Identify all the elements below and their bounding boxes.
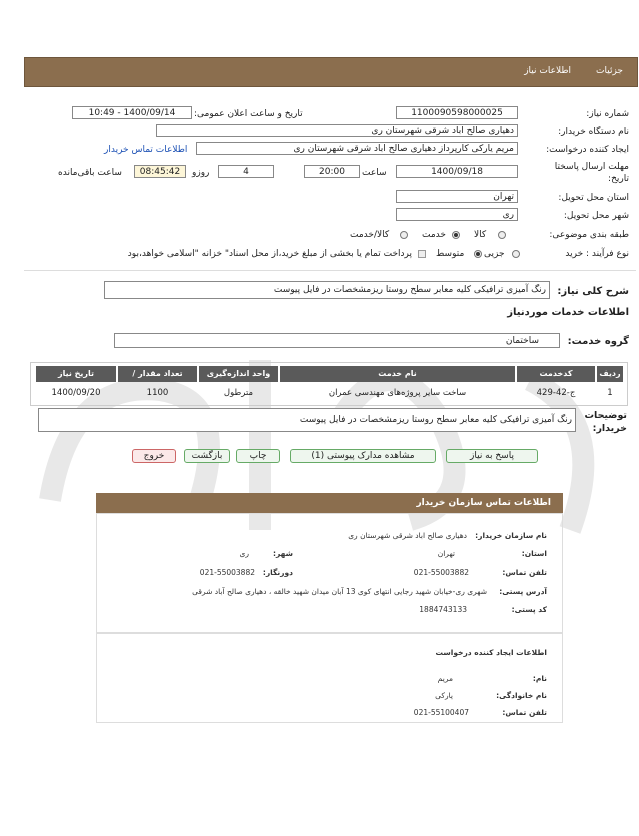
- radio-goods-label: کالا: [474, 230, 487, 240]
- back-button[interactable]: بازگشت: [184, 449, 230, 463]
- payment-checkbox[interactable]: [418, 250, 426, 258]
- notes-label-2: خریدار:: [592, 423, 627, 434]
- days-label: روزو: [192, 168, 210, 178]
- radio-goods[interactable]: [498, 231, 506, 239]
- city-field: ری: [396, 208, 518, 221]
- province-value-2: تهران: [437, 549, 455, 558]
- postal-label: کد پستی:: [511, 605, 547, 614]
- radio-minor-label: جزیی: [484, 249, 505, 259]
- radio-goods-service-label: کالا/خدمت: [350, 230, 390, 240]
- fax-label: دورنگار:: [262, 568, 293, 577]
- deadline-label-2: تاریخ:: [608, 174, 629, 184]
- phone-label: تلفن تماس:: [502, 568, 547, 577]
- radio-medium[interactable]: [474, 250, 482, 258]
- buyer-contact-link[interactable]: اطلاعات تماس خریدار: [104, 145, 188, 155]
- divider: [24, 270, 636, 271]
- radio-service-label: خدمت: [422, 230, 446, 240]
- postal-value: 1884743133: [419, 605, 467, 614]
- services-info-heading: اطلاعات خدمات موردنیاز: [507, 307, 629, 318]
- name-value: مریم: [437, 674, 453, 683]
- contact-section-header: [96, 493, 563, 513]
- radio-medium-label: متوسط: [436, 249, 465, 259]
- deadline-label: مهلت ارسال پاسختا: [554, 162, 629, 172]
- category-label: طبقه بندی موضوعی:: [549, 230, 629, 240]
- name-label: نام:: [532, 674, 547, 683]
- creator-field: مریم یارکی کارپرداز دهیاری صالح اباد شرقی شهرستان ری: [196, 142, 518, 155]
- td-need-date: 1400/09/20: [51, 388, 101, 398]
- deadline-date-field: 1400/09/18: [396, 165, 518, 178]
- radio-goods-service[interactable]: [400, 231, 408, 239]
- deadline-time-label: ساعت: [362, 168, 387, 178]
- td-service-code: ج-42-429: [536, 388, 576, 398]
- top-header-bar: [24, 57, 638, 87]
- nav-details[interactable]: جزئیات: [596, 66, 623, 76]
- th-unit: واحد اندازه‌گیری: [199, 366, 278, 382]
- reply-button[interactable]: پاسخ به نیاز: [446, 449, 538, 463]
- creator-label: ایجاد کننده درخواست:: [546, 145, 629, 155]
- org-value: دهیاری صالح اباد شرقی شهرستان ری: [348, 531, 467, 540]
- buyer-field: دهیاری صالح اباد شرقی شهرستان ری: [156, 124, 518, 137]
- city-label-2: شهر:: [273, 549, 293, 558]
- td-service-name: ساخت سایر پروژه‌های مهندسی عمران: [328, 388, 467, 398]
- announce-field: 1400/09/14 - 10:49: [72, 106, 192, 119]
- address-value: شهری ری-خیابان شهید رجایی انتهای کوی 13 آبان میدان شهید خالقه ، دهیاری صالح آباد شرقی: [192, 587, 487, 596]
- th-service-name: نام خدمت: [280, 366, 515, 382]
- nav-need-info[interactable]: اطلاعات نیاز: [524, 66, 571, 76]
- summary-field: رنگ آمیزی ترافیکی کلیه معابر سطح روستا ریزمشخصات در فایل پیوست: [104, 281, 550, 299]
- group-field: ساختمان: [114, 333, 560, 348]
- th-quantity: تعداد مقدار /: [118, 366, 197, 382]
- city-value-2: ری: [239, 549, 249, 558]
- summary-label: شرح کلی نیاز:: [557, 286, 629, 297]
- th-row: ردیف: [597, 366, 623, 382]
- notes-label: توضیحات: [584, 410, 627, 421]
- radio-minor[interactable]: [512, 250, 520, 258]
- td-unit: مترطول: [223, 388, 254, 398]
- payment-text: پرداخت تمام یا بخشی از مبلغ خرید،از محل اسناد" خزانه "اسلامی خواهد،بود: [127, 249, 412, 259]
- announce-label: تاریخ و ساعت اعلان عمومی:: [194, 109, 303, 119]
- province-label: استان محل تحویل:: [558, 193, 629, 203]
- days-field: 4: [218, 165, 274, 178]
- phone-value: 021-55003882: [413, 568, 469, 577]
- contact-title: اطلاعات تماس سازمان خریدار: [416, 498, 551, 508]
- address-label: آدرس پستی:: [499, 587, 547, 596]
- td-quantity: 1100: [146, 388, 169, 398]
- org-label: نام سازمان خریدار:: [475, 531, 547, 540]
- need-number-label: شماره نیاز:: [586, 109, 629, 119]
- fax-value: 021-55003882: [199, 568, 255, 577]
- table-row: 1: [607, 388, 613, 398]
- print-button[interactable]: چاپ: [236, 449, 280, 463]
- remaining-label: ساعت باقی‌مانده: [58, 168, 122, 178]
- need-number-field: 1100090598000025: [396, 106, 518, 119]
- exit-button[interactable]: خروج: [132, 449, 176, 463]
- family-value: یارکی: [435, 691, 453, 700]
- creator-phone-value: 021-55100407: [413, 708, 469, 717]
- deadline-time-field: 20:00: [304, 165, 360, 178]
- creator-info-title: اطلاعات ایجاد کننده درخواست: [435, 648, 547, 657]
- city-label: شهر محل تحویل:: [563, 211, 629, 221]
- province-field: تهران: [396, 190, 518, 203]
- attachments-button[interactable]: مشاهده مدارک پیوستی (1): [290, 449, 436, 463]
- creator-phone-label: تلفن تماس:: [502, 708, 547, 717]
- radio-service[interactable]: [452, 231, 460, 239]
- process-label: نوع فرآیند : خرید: [565, 249, 629, 259]
- group-label: گروه خدمت:: [567, 336, 629, 347]
- creator-panel: [96, 633, 563, 723]
- family-label: نام خانوادگی:: [496, 691, 547, 700]
- th-need-date: تاریخ نیاز: [36, 366, 116, 382]
- province-label-2: استان:: [521, 549, 547, 558]
- notes-field: رنگ آمیزی ترافیکی کلیه معابر سطح روستا ریزمشخصات در فایل پیوست: [38, 408, 576, 432]
- th-service-code: کدخدمت: [517, 366, 595, 382]
- remaining-time-field: 08:45:42: [134, 165, 186, 178]
- buyer-label: نام دستگاه خریدار:: [558, 127, 629, 137]
